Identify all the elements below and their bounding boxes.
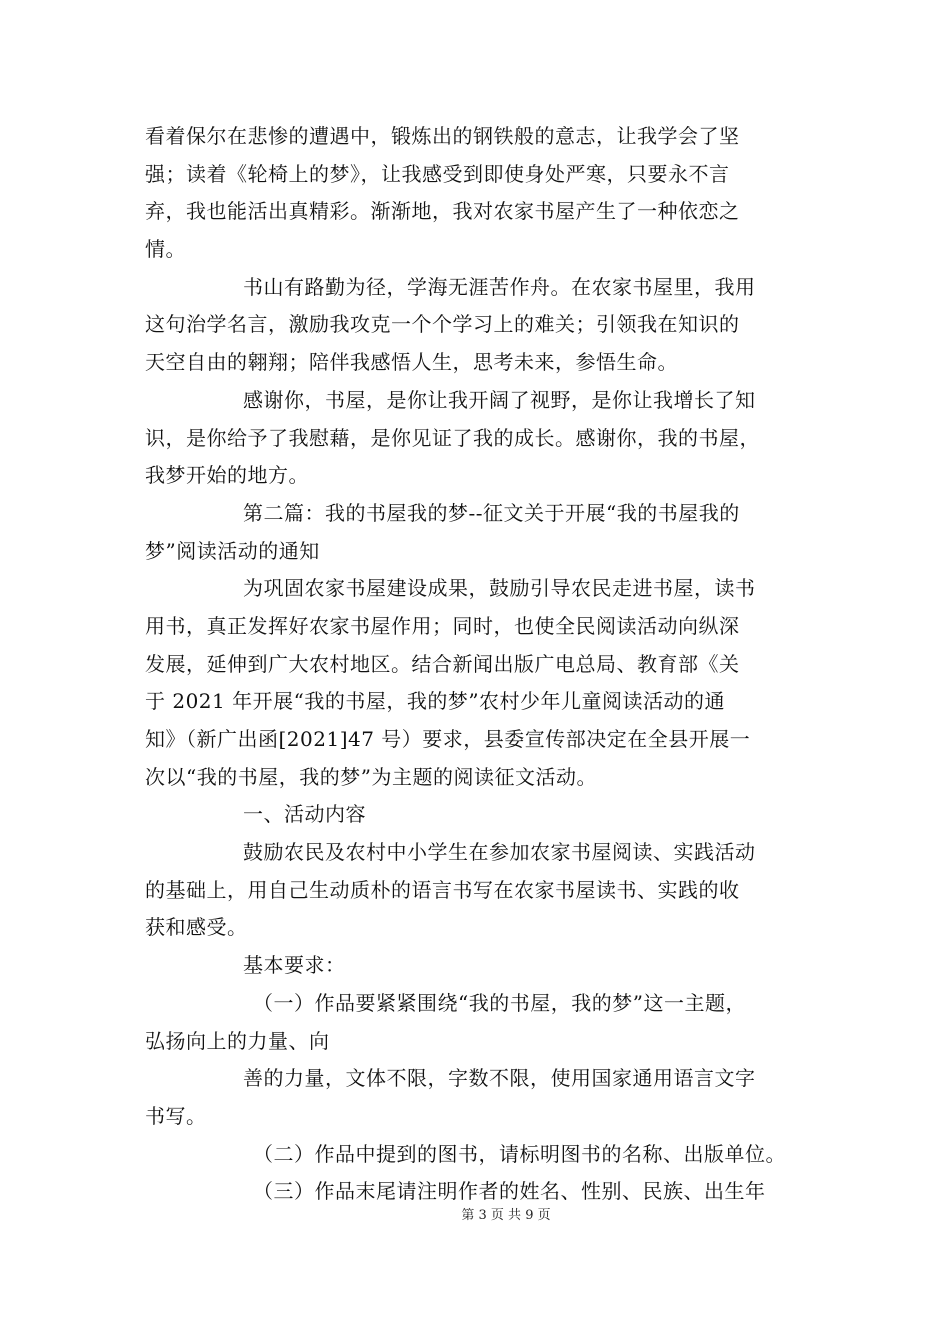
text-line: 弃，我也能活出真精彩。渐渐地，我对农家书屋产生了一种依恋之 [145, 199, 740, 224]
text-line: 用书，真正发挥好农家书屋作用；同时，也使全民阅读活动向纵深 [145, 613, 740, 638]
subheading-activity-content: 一、活动内容 [243, 802, 366, 827]
section-heading: 第二篇：我的书屋我的梦--征文关于开展“我的书屋我的 [243, 500, 740, 525]
text-line: 发展，延伸到广大农村地区。结合新闻出版广电总局、教育部《关 [145, 651, 740, 676]
text-line: 识，是你给予了我慰藉，是你见证了我的成长。感谢你，我的书屋， [145, 425, 760, 450]
requirement-item: （三）作品末尾请注明作者的姓名、性别、民族、出生年 [253, 1179, 766, 1204]
paragraph-first-line: 感谢你，书屋，是你让我开阔了视野，是你让我增长了知 [243, 387, 756, 412]
text-line: 次以“我的书屋，我的梦”为主题的阅读征文活动。 [145, 764, 597, 789]
subheading-basic-requirements: 基本要求： [243, 953, 346, 978]
requirement-item: （二）作品中提到的图书，请标明图书的名称、出版单位。 [253, 1141, 786, 1166]
text-line: 善的力量，文体不限，字数不限，使用国家通用语言文字 [243, 1066, 756, 1091]
section-heading-continued: 梦”阅读活动的通知 [145, 538, 320, 563]
text-line: 知》（新广出函[2021]47 号）要求，县委宣传部决定在全县开展一 [145, 727, 751, 751]
text-line: 弘扬向上的力量、向 [145, 1028, 330, 1053]
page-number: 第 3 页 共 9 页 [461, 1208, 551, 1223]
text-line: 强；读着《轮椅上的梦》，让我感受到即使身处严寒，只要永不言 [145, 161, 730, 186]
requirement-item: （一）作品要紧紧围绕“我的书屋，我的梦”这一主题， [253, 990, 746, 1015]
text-line: 获和感受。 [145, 915, 248, 940]
document-body [145, 118, 810, 1211]
text-line: 书写。 [145, 1103, 207, 1128]
paragraph-first-line: 书山有路勤为径，学海无涯苦作舟。在农家书屋里，我用 [243, 274, 756, 299]
text-line: 我梦开始的地方。 [145, 463, 309, 488]
text-line: 情。 [145, 237, 186, 262]
text-line: 于 2021 年开展“我的书屋，我的梦”农村少年儿童阅读活动的通 [145, 689, 726, 714]
paragraph-first-line: 鼓励农民及农村中小学生在参加农家书屋阅读、实践活动 [243, 840, 756, 865]
text-line: 看着保尔在悲惨的遭遇中，锻炼出的钢铁般的意志，让我学会了坚 [145, 124, 740, 148]
text-line: 天空自由的翱翔；陪伴我感悟人生，思考未来，参悟生命。 [145, 350, 678, 375]
text-line: 这句治学名言，激励我攻克一个个学习上的难关；引领我在知识的 [145, 312, 740, 337]
text-line: 的基础上，用自己生动质朴的语言书写在农家书屋读书、实践的收 [145, 877, 740, 902]
paragraph-first-line: 为巩固农家书屋建设成果，鼓励引导农民走进书屋，读书 [243, 576, 756, 601]
